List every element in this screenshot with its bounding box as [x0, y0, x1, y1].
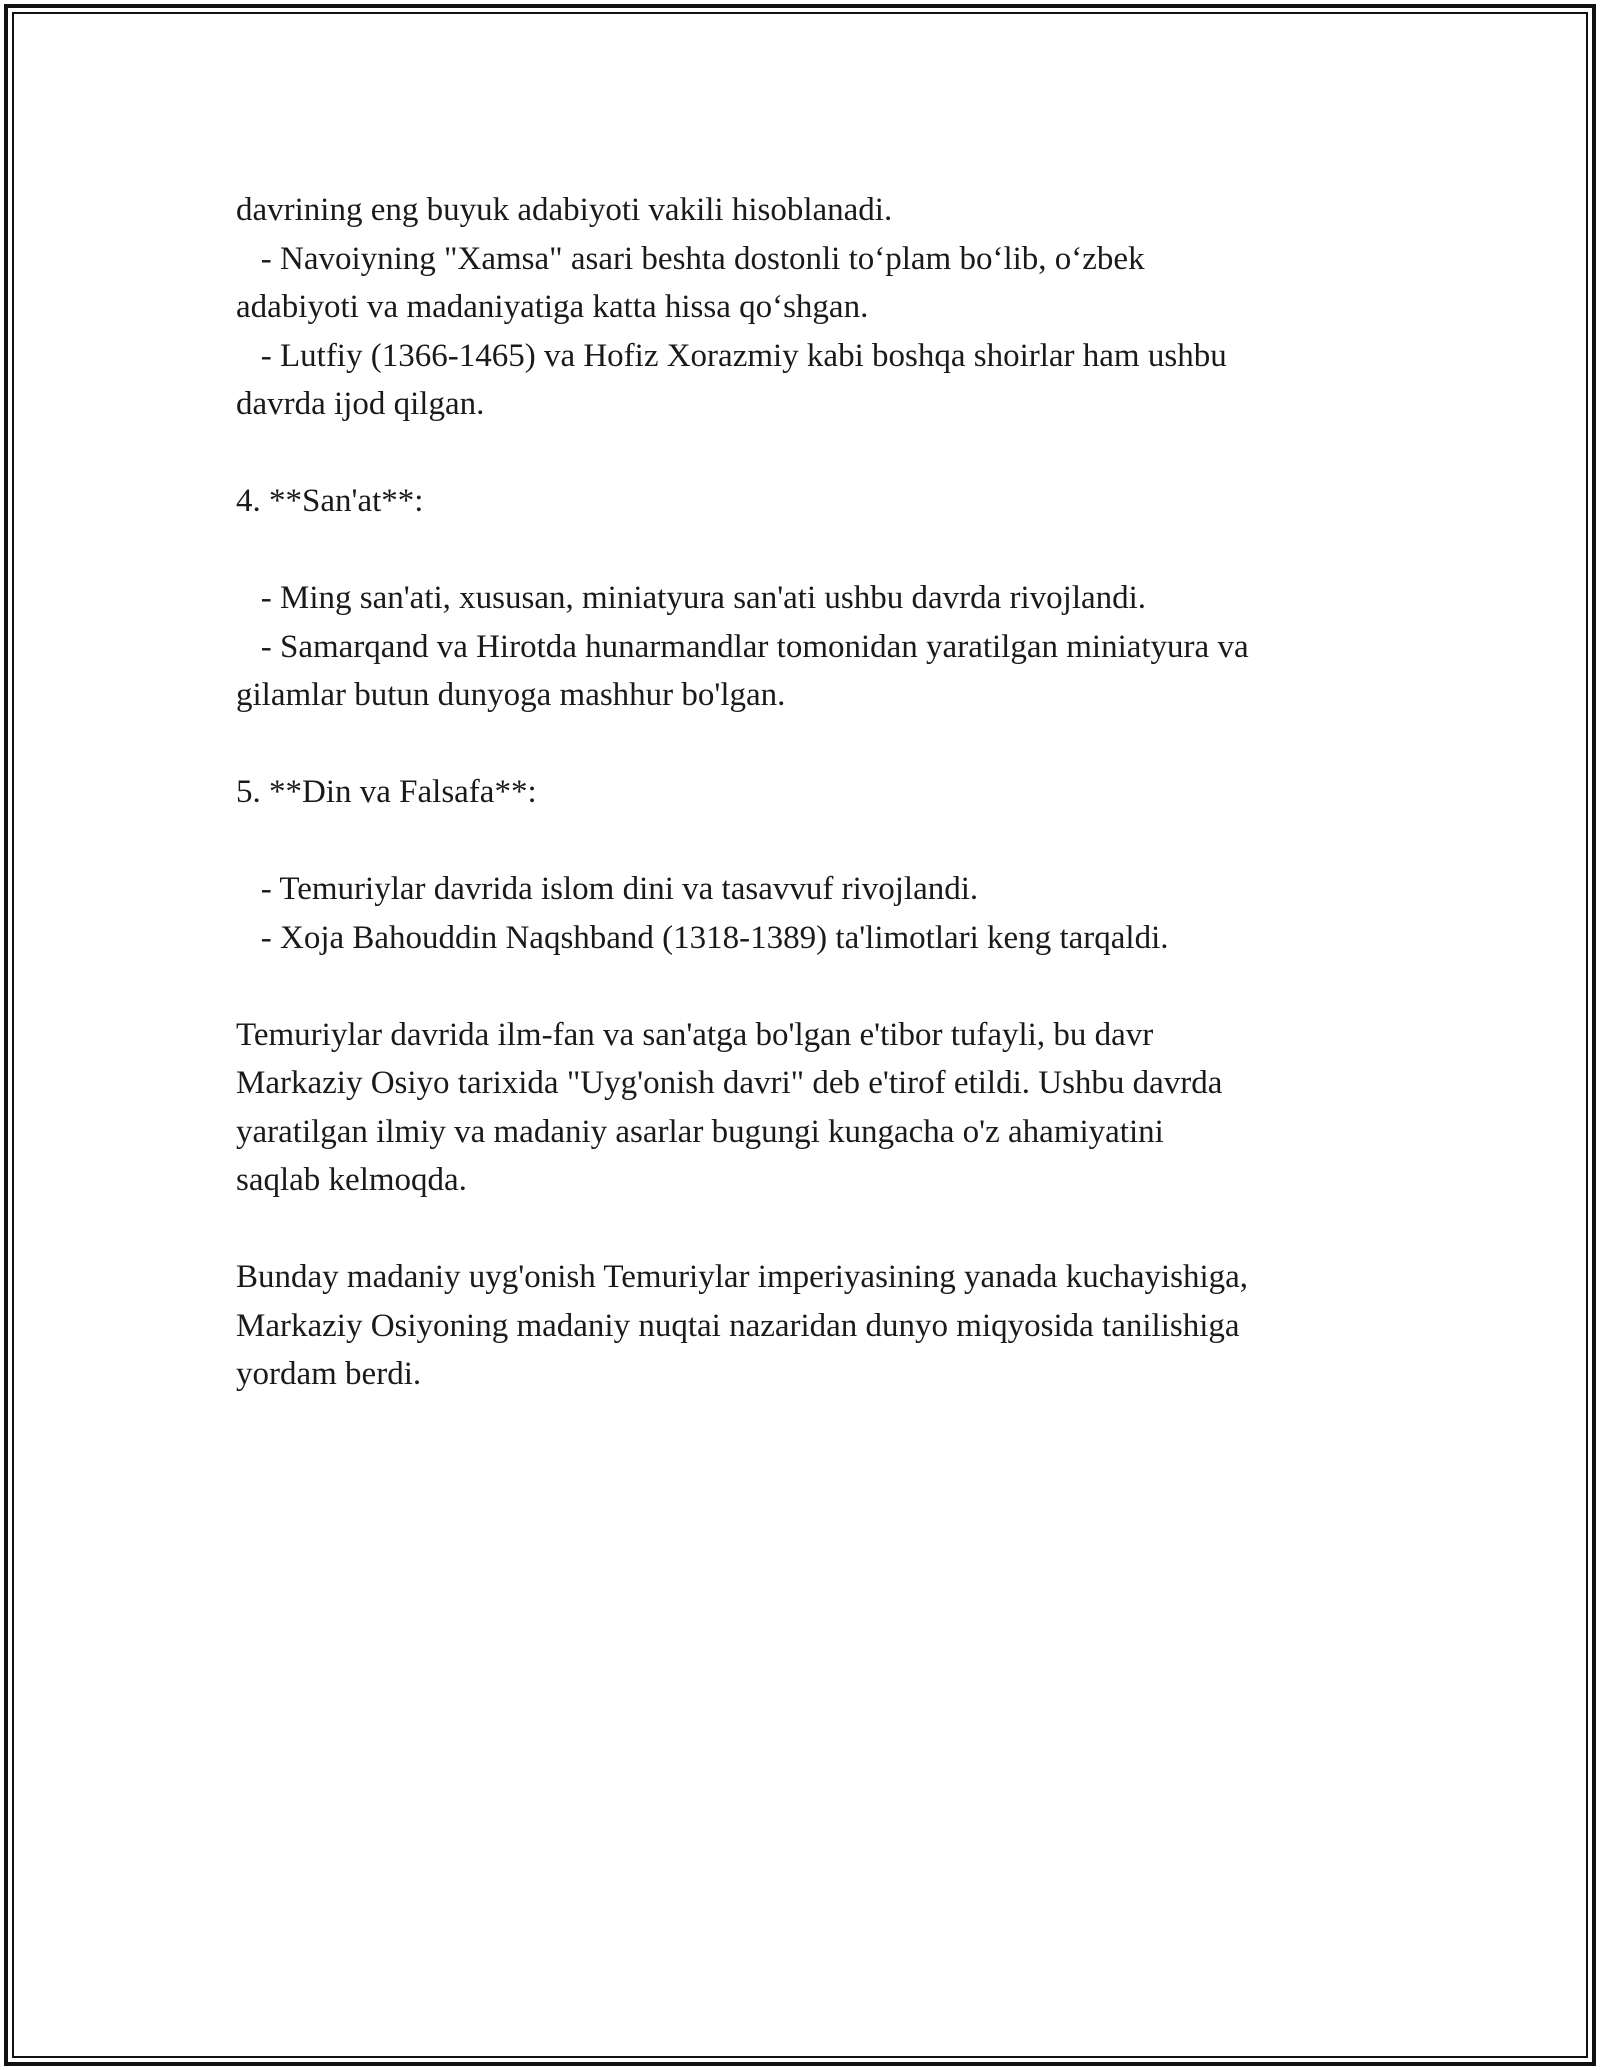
text-line: davrda ijod qilgan. — [236, 386, 485, 422]
text-line: - Ming san'ati, xususan, miniatyura san'ati ushbu davrda rivojlandi. — [236, 580, 1147, 616]
text-line: Markaziy Osiyoning madaniy nuqtai nazaridan dunyo miqyosida tanilishiga — [236, 1307, 1240, 1344]
text-line: Temuriylar davrida ilm-fan va san'atga bo'lgan e'tibor tufayli, bu davr — [236, 1016, 1154, 1053]
text-line: yaratilgan ilmiy va madaniy asarlar bugungi kungacha o'z ahamiyatini — [236, 1113, 1164, 1150]
blank-line — [236, 962, 1396, 1011]
text-line: Markaziy Osiyo tarixida "Uyg'onish davri" deb e'tirof etildi. Ushbu davrda — [236, 1065, 1223, 1101]
blank-line — [236, 720, 1396, 769]
blank-line — [236, 429, 1396, 478]
blank-line — [236, 817, 1396, 866]
blank-line — [236, 526, 1396, 575]
text-line: Bunday madaniy uyg'onish Temuriylar imperiyasining yanada kuchayishiga, — [236, 1259, 1249, 1295]
text-line: saqlab kelmoqda. — [236, 1162, 467, 1198]
text-line: - Navoiyning "Xamsa" asari beshta dostonli to‘plam bo‘lib, o‘zbek — [236, 240, 1145, 277]
document-body — [236, 186, 1396, 1399]
text-line: - Lutfiy (1366-1465) va Hofiz Xorazmiy kabi boshqa shoirlar ham ushbu — [236, 337, 1227, 374]
text-line: - Xoja Bahouddin Naqshband (1318-1389) ta'limotlari keng tarqaldi. — [236, 919, 1169, 956]
text-line: davrining eng buyuk adabiyoti vakili hisoblanadi. — [236, 192, 893, 228]
blank-line — [236, 1205, 1396, 1254]
text-line: - Temuriylar davrida islom dini va tasavvuf rivojlandi. — [236, 871, 979, 907]
section-heading-din-falsafa: 5. **Din va Falsafa**: — [236, 774, 537, 810]
section-heading-sanat: 4. **San'at**: — [236, 483, 424, 519]
text-line: gilamlar butun dunyoga mashhur bo'lgan. — [236, 677, 786, 713]
text-line: adabiyoti va madaniyatiga katta hissa qo‘shgan. — [236, 289, 869, 325]
text-line: - Samarqand va Hirotda hunarmandlar tomonidan yaratilgan miniatyura va — [236, 628, 1249, 665]
text-line: yordam berdi. — [236, 1356, 422, 1392]
